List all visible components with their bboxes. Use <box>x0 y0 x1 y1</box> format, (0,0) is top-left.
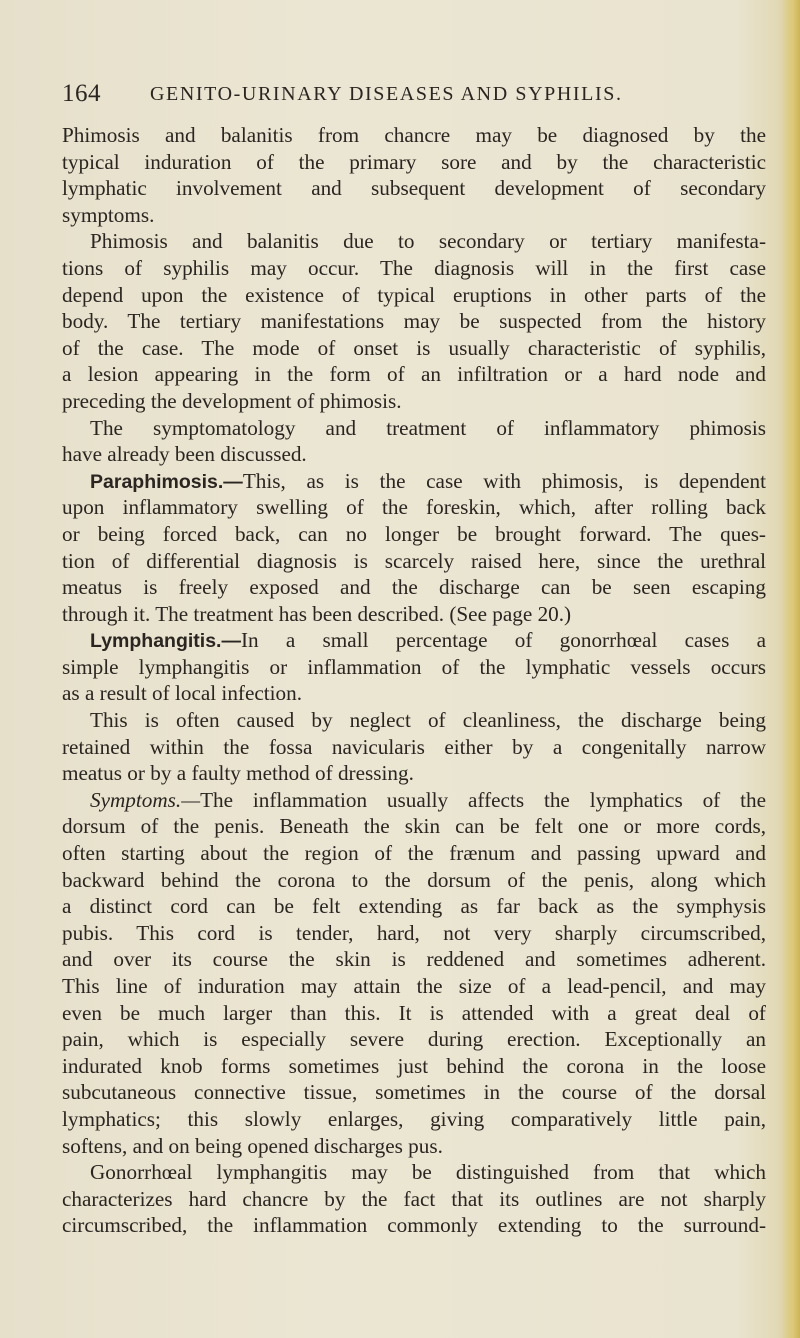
text-line: Phimosis and balanitis due to secondary or tertiary manifesta- <box>90 229 766 254</box>
page-edge <box>782 0 800 1338</box>
text-line: even be much larger than this. It is attended with a great deal of <box>62 1000 766 1025</box>
text-line: tion of differential diagnosis is scarcely raised here, since the urethral <box>62 548 766 573</box>
text-line: pain, which is especially severe during erection. Exceptionally an <box>62 1027 766 1052</box>
text-line: circumscribed, the inflammation commonly extending to the surround- <box>62 1213 766 1238</box>
text-line: pubis. This cord is tender, hard, not very sharply circumscribed, <box>62 920 766 945</box>
text-line: characterizes hard chancre by the fact that its outlines are not sharply <box>62 1186 766 1211</box>
text-line: simple lymphangitis or inflammation of the lymphatic vessels occurs <box>62 654 766 679</box>
text-line: indurated knob forms sometimes just behind the corona in the loose <box>62 1053 766 1078</box>
text-line: This line of induration may attain the size of a lead-pencil, and may <box>62 974 766 998</box>
running-title: GENITO-URINARY DISEASES AND SYPHILIS. <box>150 83 623 105</box>
text-line: tions of syphilis may occur. The diagnosis will in the first case <box>62 255 766 280</box>
page-number: 164 <box>62 80 101 107</box>
text-line: or being forced back, can no longer be brought forward. The ques- <box>62 521 766 546</box>
lymphangitis-paragraph-start <box>62 627 766 654</box>
text-line: subcutaneous connective tissue, sometimes in the course of the dorsal <box>62 1080 766 1105</box>
text-line: preceding the development of phimosis. <box>62 388 402 413</box>
paraphimosis-paragraph-start <box>62 468 766 495</box>
text-line: of the case. The mode of onset is usually characteristic of syphilis, <box>62 335 766 360</box>
text-line: a lesion appearing in the form of an infiltration or a hard node and <box>62 362 766 387</box>
text-line: The inflammation usually affects the lymphatics of the <box>200 787 766 812</box>
text-line: softens, and on being opened discharges pus. <box>62 1133 443 1158</box>
text-line: meatus or by a faulty method of dressing. <box>62 761 414 786</box>
text-line: through it. The treatment has been described. (See page 20.) <box>62 601 572 626</box>
lymphangitis-heading: Lymphangitis.— <box>90 630 241 653</box>
text-line: This is often caused by neglect of cleanliness, the discharge being <box>90 708 766 733</box>
text-line: body. The tertiary manifestations may be suspected from the history <box>62 309 766 334</box>
text-line: dorsum of the penis. Beneath the skin can be felt one or more cords, <box>62 814 766 839</box>
body-text <box>62 122 766 1239</box>
text-line: typical induration of the primary sore and by the characteristic <box>62 149 766 174</box>
page-header <box>62 80 762 116</box>
text-line: meatus is freely exposed and the discharge can be seen escaping <box>62 575 766 600</box>
text-line: Phimosis and balanitis from chancre may be diagnosed by the <box>62 123 766 147</box>
symptoms-paragraph-start <box>62 787 766 814</box>
text-line: The symptomatology and treatment of inflammatory phimosis <box>90 415 766 440</box>
text-line: have already been discussed. <box>62 442 307 467</box>
paraphimosis-heading: Paraphimosis.— <box>90 470 243 493</box>
text-line: lymphatics; this slowly enlarges, giving comparatively little pain, <box>62 1106 766 1131</box>
text-line: depend upon the existence of typical eruptions in other parts of the <box>62 282 766 307</box>
text-line: and over its course the skin is reddened and sometimes adherent. <box>62 947 766 972</box>
symptoms-heading: Symptoms.— <box>90 787 201 812</box>
text-line: a distinct cord can be felt extending as far back as the symphysis <box>62 894 766 919</box>
text-line: often starting about the region of the frænum and passing upward and <box>62 841 766 866</box>
text-line: In a small percentage of gonorrhœal cases a <box>240 628 766 653</box>
text-line: backward behind the corona to the dorsum of the penis, along which <box>62 867 766 892</box>
text-line: lymphatic involvement and subsequent development of secondary <box>62 176 766 201</box>
text-line: as a result of local infection. <box>62 681 303 706</box>
text-line: upon inflammatory swelling of the foreskin, which, after rolling back <box>62 495 766 520</box>
text-line: retained within the fossa navicularis either by a congenitally narrow <box>62 734 766 759</box>
text-line: Gonorrhœal lymphangitis may be distinguished from that which <box>90 1160 766 1185</box>
text-line: symptoms. <box>62 202 155 227</box>
text-line: This, as is the case with phimosis, is dependent <box>242 468 766 493</box>
